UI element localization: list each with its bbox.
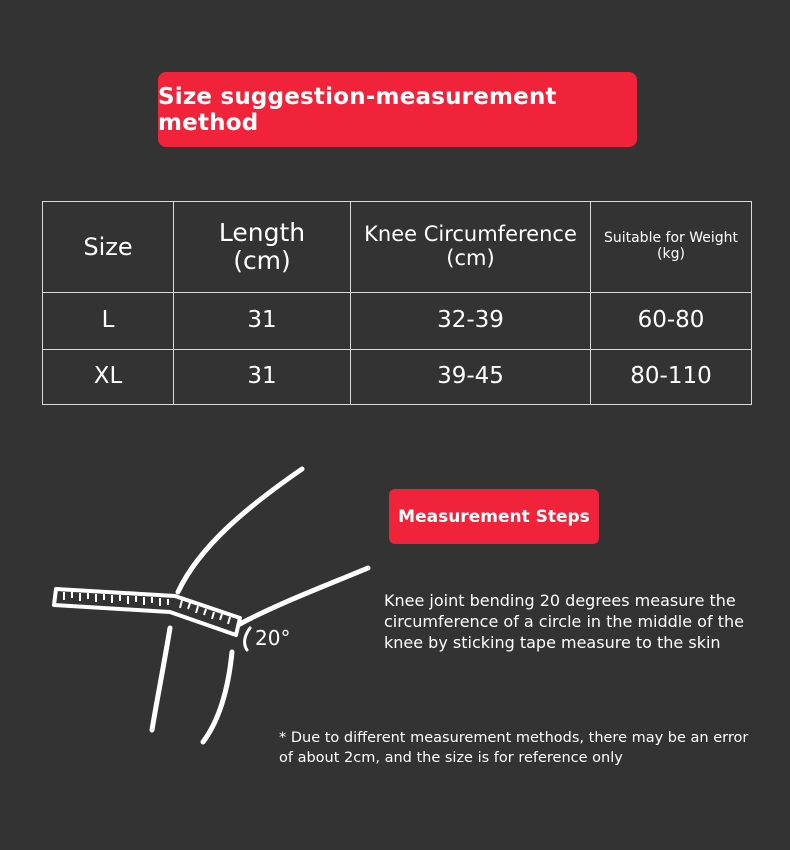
table-row bbox=[43, 350, 752, 405]
table-header-row bbox=[43, 202, 752, 293]
cell-weight: 80-110 bbox=[591, 350, 752, 405]
cell-length: 31 bbox=[174, 350, 351, 405]
size-table bbox=[42, 201, 752, 405]
measurement-steps-banner bbox=[389, 489, 599, 544]
header-knee-circumference bbox=[351, 202, 591, 293]
measurement-description: Knee joint bending 20 degrees measure the circumference of a circle in the middle of the knee by sticking tape measure to the skin bbox=[384, 591, 744, 652]
cell-weight: 60-80 bbox=[591, 293, 752, 350]
cell-length: 31 bbox=[174, 293, 351, 350]
cell-size: XL bbox=[43, 350, 174, 405]
header-weight bbox=[591, 202, 752, 293]
knee-measurement-illustration bbox=[0, 450, 380, 760]
angle-label: 20° bbox=[255, 626, 291, 650]
cell-knee: 32-39 bbox=[351, 293, 591, 350]
header-length bbox=[174, 202, 351, 293]
header-knee-text: Knee Circumference (cm) bbox=[364, 222, 577, 270]
cell-knee: 39-45 bbox=[351, 350, 591, 405]
header-size: Size bbox=[43, 202, 174, 293]
header-weight-text: Suitable for Weight (kg) bbox=[603, 230, 739, 262]
page-title-banner bbox=[158, 72, 637, 147]
header-length-text: Length (cm) bbox=[218, 218, 306, 275]
measurement-steps-title: Measurement Steps bbox=[398, 506, 590, 527]
table-row bbox=[43, 293, 752, 350]
cell-size: L bbox=[43, 293, 174, 350]
tape-measure-icon bbox=[54, 589, 240, 635]
page-title: Size suggestion-measurement method bbox=[158, 83, 557, 136]
reference-note: * Due to different measurement methods, there may be an error of about 2cm, and the size is for reference only bbox=[279, 730, 749, 766]
